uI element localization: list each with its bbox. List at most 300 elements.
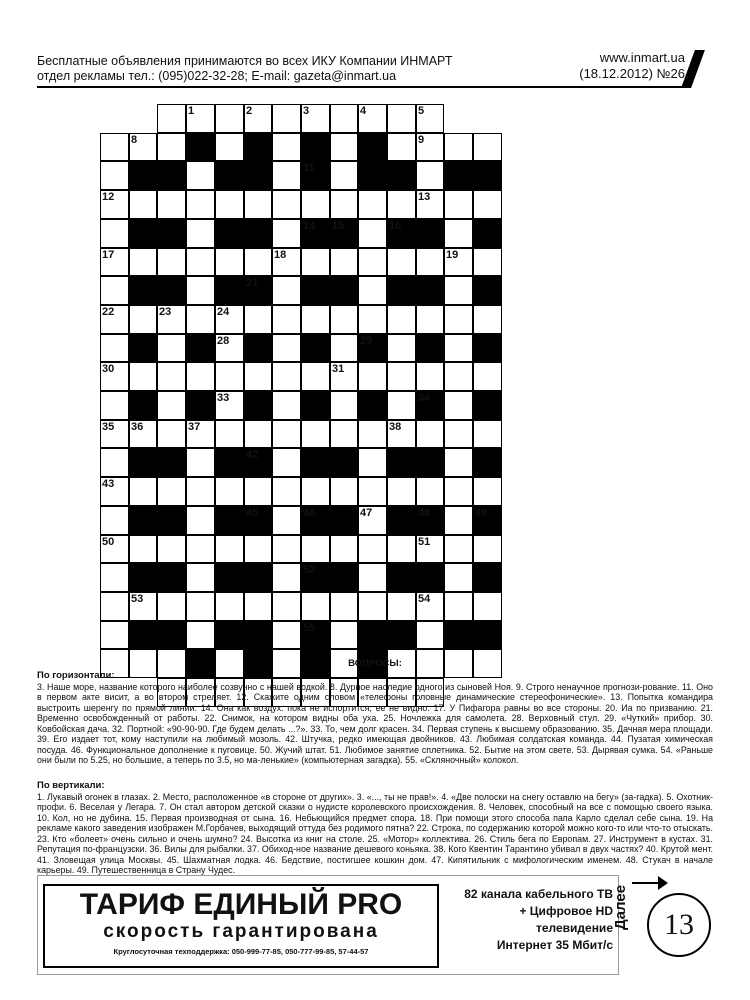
crossword-cell[interactable] xyxy=(416,592,444,621)
clue-number: 51 xyxy=(418,536,431,548)
crossword-cell[interactable] xyxy=(100,563,129,592)
clue-number: 45 xyxy=(246,507,259,519)
crossword-cell[interactable] xyxy=(358,248,387,276)
header-site[interactable]: www.inmart.ua xyxy=(599,50,685,65)
crossword-cell[interactable] xyxy=(100,391,129,420)
crossword-black-cell xyxy=(473,391,502,420)
crossword-cell[interactable] xyxy=(157,104,186,133)
crossword-cell[interactable] xyxy=(444,448,473,477)
advertisement-banner xyxy=(37,875,619,975)
crossword-black-cell xyxy=(387,161,416,190)
crossword-cell[interactable] xyxy=(444,506,473,535)
crossword-cell[interactable] xyxy=(186,448,215,477)
crossword-cell[interactable] xyxy=(358,104,387,133)
crossword-cell[interactable] xyxy=(272,190,301,219)
crossword-cell[interactable] xyxy=(100,448,129,477)
crossword-cell[interactable] xyxy=(444,219,473,248)
crossword-cell[interactable] xyxy=(330,248,358,276)
crossword-cell[interactable] xyxy=(186,535,215,563)
crossword-cell[interactable] xyxy=(186,248,215,276)
ad-feature-internet: Интернет 35 Мбит/с xyxy=(496,938,613,952)
crossword-cell[interactable] xyxy=(100,190,129,219)
crossword-cell[interactable] xyxy=(387,305,416,334)
questions-title: ВОПРОСЫ: xyxy=(348,658,402,669)
crossword-cell[interactable] xyxy=(157,362,186,391)
crossword-cell[interactable] xyxy=(444,362,473,391)
crossword-cell[interactable] xyxy=(186,161,215,190)
crossword-cell[interactable] xyxy=(387,420,416,448)
clue-number: 12 xyxy=(102,191,115,203)
crossword-cell[interactable] xyxy=(301,104,330,133)
crossword-black-cell xyxy=(416,506,444,535)
crossword-black-cell xyxy=(129,391,157,420)
ad-tariff-box xyxy=(43,884,439,968)
crossword-cell[interactable] xyxy=(387,190,416,219)
crossword-cell[interactable] xyxy=(358,448,387,477)
clue-number: 55 xyxy=(303,622,316,634)
ad-feature-tv: 82 канала кабельного ТВ xyxy=(464,887,613,901)
crossword-cell[interactable] xyxy=(330,305,358,334)
crossword-cell[interactable] xyxy=(473,535,502,563)
crossword-cell[interactable] xyxy=(100,219,129,248)
crossword-cell[interactable] xyxy=(272,506,301,535)
crossword-black-cell xyxy=(416,219,444,248)
crossword-cell[interactable] xyxy=(186,219,215,248)
crossword-cell[interactable] xyxy=(416,420,444,448)
crossword-cell[interactable] xyxy=(444,248,473,276)
crossword-cell[interactable] xyxy=(301,190,330,219)
clue-number: 1 xyxy=(188,105,195,117)
crossword-cell[interactable] xyxy=(100,276,129,305)
ad-support: Круглосуточная техподдержка: 050-999-77-85, 050-777-99-85, 57-44-57 xyxy=(113,947,369,956)
crossword-black-cell xyxy=(129,219,157,248)
crossword-cell[interactable] xyxy=(244,535,272,563)
crossword-cell[interactable] xyxy=(444,190,473,219)
crossword-black-cell xyxy=(129,621,157,649)
crossword-cell[interactable] xyxy=(387,362,416,391)
crossword-black-cell xyxy=(330,448,358,477)
crossword-cell[interactable] xyxy=(473,133,502,161)
crossword-black-cell xyxy=(301,276,330,305)
crossword-black-cell xyxy=(244,506,272,535)
crossword-cell[interactable] xyxy=(215,133,244,161)
crossword-cell[interactable] xyxy=(301,477,330,506)
crossword-black-cell xyxy=(358,161,387,190)
crossword-cell[interactable] xyxy=(301,362,330,391)
crossword-cell[interactable] xyxy=(129,477,157,506)
crossword-cell[interactable] xyxy=(129,420,157,448)
crossword-cell[interactable] xyxy=(157,305,186,334)
crossword-cell[interactable] xyxy=(157,190,186,219)
crossword-cell[interactable] xyxy=(186,506,215,535)
crossword-black-cell xyxy=(129,448,157,477)
crossword-cell[interactable] xyxy=(330,190,358,219)
crossword-black-cell xyxy=(157,621,186,649)
next-arrow-icon xyxy=(658,876,668,890)
crossword-cell[interactable] xyxy=(157,248,186,276)
crossword-cell[interactable] xyxy=(473,190,502,219)
crossword-black-cell xyxy=(301,621,330,649)
down-heading: По вертикали: xyxy=(37,780,105,791)
crossword-black-cell xyxy=(244,219,272,248)
crossword-black-cell xyxy=(473,334,502,362)
crossword-cell[interactable] xyxy=(444,563,473,592)
clue-number: 36 xyxy=(131,421,144,433)
crossword-black-cell xyxy=(215,621,244,649)
clue-number: 2 xyxy=(246,105,253,117)
crossword-black-cell xyxy=(416,391,444,420)
crossword-cell[interactable] xyxy=(244,477,272,506)
crossword-cell[interactable] xyxy=(129,133,157,161)
crossword-cell[interactable] xyxy=(272,161,301,190)
clue-number: 4 xyxy=(360,105,367,117)
crossword-black-cell xyxy=(387,448,416,477)
crossword-cell[interactable] xyxy=(215,305,244,334)
crossword-black-cell xyxy=(129,563,157,592)
crossword-black-cell xyxy=(129,334,157,362)
crossword-cell[interactable] xyxy=(186,104,215,133)
crossword-cell[interactable] xyxy=(444,276,473,305)
crossword-black-cell xyxy=(301,334,330,362)
crossword-cell[interactable] xyxy=(330,161,358,190)
crossword-cell[interactable] xyxy=(416,477,444,506)
crossword-cell[interactable] xyxy=(301,420,330,448)
crossword-cell[interactable] xyxy=(100,477,129,506)
crossword-cell[interactable] xyxy=(215,391,244,420)
clue-number: 13 xyxy=(418,191,431,203)
crossword-cell[interactable] xyxy=(358,362,387,391)
crossword-black-cell xyxy=(157,506,186,535)
crossword-black-cell xyxy=(444,621,473,649)
crossword-black-cell xyxy=(387,506,416,535)
crossword-cell[interactable] xyxy=(272,133,301,161)
crossword-cell[interactable] xyxy=(129,190,157,219)
header-meta xyxy=(579,50,685,82)
crossword-cell[interactable] xyxy=(301,535,330,563)
clue-number: 35 xyxy=(102,421,115,433)
crossword-cell[interactable] xyxy=(100,420,129,448)
crossword-cell[interactable] xyxy=(129,305,157,334)
crossword-cell[interactable] xyxy=(358,276,387,305)
crossword-cell[interactable] xyxy=(473,477,502,506)
crossword-cell[interactable] xyxy=(272,621,301,649)
crossword-cell[interactable] xyxy=(244,420,272,448)
crossword-cell[interactable] xyxy=(186,190,215,219)
crossword-cell[interactable] xyxy=(100,621,129,649)
crossword-cell[interactable] xyxy=(387,133,416,161)
crossword-black-cell xyxy=(244,563,272,592)
crossword-cell[interactable] xyxy=(416,104,444,133)
crossword-cell[interactable] xyxy=(416,621,444,649)
clue-number: 49 xyxy=(475,507,488,519)
crossword-cell[interactable] xyxy=(358,477,387,506)
crossword-cell[interactable] xyxy=(186,592,215,621)
crossword-cell[interactable] xyxy=(272,535,301,563)
crossword-cell[interactable] xyxy=(186,621,215,649)
crossword-cell[interactable] xyxy=(272,448,301,477)
crossword-cell[interactable] xyxy=(100,161,129,190)
crossword-cell[interactable] xyxy=(330,362,358,391)
crossword-cell[interactable] xyxy=(244,305,272,334)
crossword-black-cell xyxy=(301,161,330,190)
crossword-cell[interactable] xyxy=(100,535,129,563)
crossword-black-cell xyxy=(301,391,330,420)
ad-title: ТАРИФ ЕДИНЫЙ PRO xyxy=(79,888,403,921)
crossword-cell[interactable] xyxy=(100,305,129,334)
crossword-black-cell xyxy=(244,391,272,420)
ad-feature-hd: + Цифровое HD телевидение xyxy=(519,904,613,935)
crossword-cell[interactable] xyxy=(157,334,186,362)
crossword-cell[interactable] xyxy=(444,391,473,420)
crossword-cell[interactable] xyxy=(416,362,444,391)
crossword-cell[interactable] xyxy=(444,477,473,506)
crossword-black-cell xyxy=(330,276,358,305)
crossword-cell[interactable] xyxy=(157,133,186,161)
crossword-cell[interactable] xyxy=(272,276,301,305)
clue-number: 17 xyxy=(102,249,115,261)
crossword-black-cell xyxy=(157,448,186,477)
next-arrow-line xyxy=(632,882,660,884)
crossword-cell[interactable] xyxy=(272,420,301,448)
crossword-black-cell xyxy=(473,448,502,477)
crossword-cell[interactable] xyxy=(330,133,358,161)
crossword-cell[interactable] xyxy=(272,104,301,133)
crossword-black-cell xyxy=(129,506,157,535)
questions-down xyxy=(37,780,713,876)
clue-number: 24 xyxy=(217,306,230,318)
crossword-black-cell xyxy=(473,219,502,248)
crossword-cell[interactable] xyxy=(157,592,186,621)
crossword-cell[interactable] xyxy=(129,362,157,391)
crossword-black-cell xyxy=(215,563,244,592)
crossword-cell[interactable] xyxy=(387,391,416,420)
crossword-cell[interactable] xyxy=(215,104,244,133)
crossword-cell[interactable] xyxy=(215,334,244,362)
crossword-cell[interactable] xyxy=(186,563,215,592)
crossword-cell[interactable] xyxy=(387,535,416,563)
crossword-cell[interactable] xyxy=(330,535,358,563)
crossword-cell[interactable] xyxy=(416,190,444,219)
crossword-cell[interactable] xyxy=(444,592,473,621)
crossword-black-cell xyxy=(473,563,502,592)
crossword-black-cell xyxy=(301,563,330,592)
crossword-cell[interactable] xyxy=(330,477,358,506)
crossword-black-cell xyxy=(358,334,387,362)
crossword-cell[interactable] xyxy=(416,161,444,190)
crossword-black-cell xyxy=(129,161,157,190)
crossword-cell[interactable] xyxy=(129,535,157,563)
crossword-cell[interactable] xyxy=(330,104,358,133)
crossword-cell[interactable] xyxy=(473,362,502,391)
crossword-cell[interactable] xyxy=(358,190,387,219)
crossword-black-cell xyxy=(244,621,272,649)
crossword-cell[interactable] xyxy=(215,535,244,563)
crossword-cell[interactable] xyxy=(157,420,186,448)
ad-subtitle: скорость гарантирована xyxy=(103,921,379,942)
crossword-cell[interactable] xyxy=(272,391,301,420)
crossword-cell[interactable] xyxy=(272,362,301,391)
clue-number: 22 xyxy=(102,306,115,318)
crossword-cell[interactable] xyxy=(387,248,416,276)
crossword-black-cell xyxy=(416,448,444,477)
crossword-cell[interactable] xyxy=(186,420,215,448)
crossword-cell[interactable] xyxy=(444,305,473,334)
crossword-black-cell xyxy=(473,276,502,305)
crossword-cell[interactable] xyxy=(272,592,301,621)
crossword-black-cell xyxy=(129,276,157,305)
page-number: 13 xyxy=(647,893,711,957)
clue-number: 53 xyxy=(131,593,144,605)
clue-number: 15 xyxy=(332,220,345,232)
crossword-cell[interactable] xyxy=(244,248,272,276)
next-page-label[interactable]: Далее xyxy=(612,884,629,930)
crossword-cell[interactable] xyxy=(215,248,244,276)
crossword-cell[interactable] xyxy=(100,592,129,621)
crossword-cell[interactable] xyxy=(444,334,473,362)
clue-number: 47 xyxy=(360,507,373,519)
crossword-black-cell xyxy=(330,563,358,592)
crossword-cell[interactable] xyxy=(301,305,330,334)
crossword-cell[interactable] xyxy=(330,592,358,621)
crossword-black-cell xyxy=(301,219,330,248)
crossword-cell[interactable] xyxy=(473,592,502,621)
crossword-cell[interactable] xyxy=(301,592,330,621)
crossword-black-cell xyxy=(157,563,186,592)
crossword-black-cell xyxy=(244,334,272,362)
clue-number: 34 xyxy=(418,392,431,404)
crossword-cell[interactable] xyxy=(157,391,186,420)
crossword-cell[interactable] xyxy=(330,420,358,448)
clue-number: 28 xyxy=(217,335,230,347)
crossword-black-cell xyxy=(387,276,416,305)
crossword-cell[interactable] xyxy=(358,506,387,535)
header-info xyxy=(37,54,452,84)
crossword-black-cell xyxy=(244,276,272,305)
crossword-cell[interactable] xyxy=(330,391,358,420)
crossword-cell[interactable] xyxy=(358,592,387,621)
crossword-cell[interactable] xyxy=(244,190,272,219)
clue-number: 52 xyxy=(303,564,316,576)
crossword-cell[interactable] xyxy=(473,248,502,276)
clue-number: 48 xyxy=(418,507,431,519)
crossword-cell[interactable] xyxy=(272,248,301,276)
crossword-cell[interactable] xyxy=(186,362,215,391)
down-clues: 1. Лукавый огонек в глазах. 2. Место, расположенное «в стороне от других». 3. «..., ты не прав!». 4. «Две полоски на снегу оставлю на бегу» (за-гадка). 5. Охотник-профи. 6. Веселая у Легара. 7. Он стал автором детской сказки о нудисте королевского происхождения. 8. Человек, способный на все с помощью своего языка. 10. Кол, но не дубина. 15. Первая производная от сына. 16. Небьющийся предмет спора. 18. При помощи этого способа папа Карло сделал себе сына. 19. На рекламе какого заведения изображен М.Горбачев, выходящий оттуда без родимого пятна? 22. Строка, по содержанию которой можно кого-то или что-то отыскать. 23. Кто «болеет» очень сильно и очень шумно? 24. Высотка из книг на столе. 25. «Мотор» коллектива. 26. Стиль бега по Европам. 27. Инструмент в кустах. 31. Репутация по-французски. 36. Вилы для рыбалки. 37. Обиход-ное название дешевого коньяка. 38. Кого Квентин Тарантино убивал в двух частях? 40. Крутой мент. 41. Зловещая улица Москвы. 45. Шахматная лодка. 46. Бедствие, постигшее кошкин дом. 47. Кипятильник с мифологическим именем. 48. Стукач в начале карьеры. 49. Путешественница в Страну Чудес. xyxy=(37,791,713,875)
crossword-black-cell xyxy=(330,219,358,248)
clue-number: 43 xyxy=(102,478,115,490)
clue-number: 54 xyxy=(418,593,431,605)
crossword-cell[interactable] xyxy=(416,535,444,563)
crossword-cell[interactable] xyxy=(186,305,215,334)
crossword-grid xyxy=(100,104,503,708)
questions-across xyxy=(37,670,713,766)
crossword-black-cell xyxy=(330,506,358,535)
clue-number: 23 xyxy=(159,306,172,318)
crossword-cell[interactable] xyxy=(358,420,387,448)
crossword-cell[interactable] xyxy=(129,592,157,621)
crossword-cell[interactable] xyxy=(473,305,502,334)
crossword-cell[interactable] xyxy=(444,133,473,161)
crossword-cell[interactable] xyxy=(272,563,301,592)
crossword-cell[interactable] xyxy=(358,219,387,248)
clue-number: 31 xyxy=(332,363,345,375)
crossword-cell[interactable] xyxy=(444,535,473,563)
crossword-cell[interactable] xyxy=(100,362,129,391)
crossword-cell[interactable] xyxy=(330,334,358,362)
crossword-black-cell xyxy=(186,391,215,420)
crossword-cell[interactable] xyxy=(387,334,416,362)
crossword-cell[interactable] xyxy=(272,334,301,362)
clue-number: 33 xyxy=(217,392,230,404)
crossword-black-cell xyxy=(358,133,387,161)
crossword-black-cell xyxy=(473,621,502,649)
clue-number: 42 xyxy=(246,449,259,461)
crossword-cell[interactable] xyxy=(215,420,244,448)
crossword-cell[interactable] xyxy=(387,592,416,621)
crossword-cell[interactable] xyxy=(100,334,129,362)
crossword-cell[interactable] xyxy=(186,477,215,506)
crossword-cell[interactable] xyxy=(157,535,186,563)
crossword-cell[interactable] xyxy=(244,104,272,133)
crossword-cell[interactable] xyxy=(330,621,358,649)
crossword-black-cell xyxy=(157,219,186,248)
clue-number: 19 xyxy=(446,249,459,261)
crossword-black-cell xyxy=(157,276,186,305)
crossword-cell[interactable] xyxy=(272,305,301,334)
crossword-black-cell xyxy=(301,133,330,161)
crossword-cell[interactable] xyxy=(129,248,157,276)
crossword-cell[interactable] xyxy=(100,248,129,276)
crossword-cell[interactable] xyxy=(416,133,444,161)
clue-number: 11 xyxy=(303,162,315,174)
crossword-cell[interactable] xyxy=(157,477,186,506)
crossword-black-cell xyxy=(244,161,272,190)
crossword-black-cell xyxy=(473,161,502,190)
across-heading: По горизонтали: xyxy=(37,670,115,681)
crossword-black-cell xyxy=(215,219,244,248)
crossword-cell[interactable] xyxy=(272,219,301,248)
crossword-cell[interactable] xyxy=(215,190,244,219)
crossword-cell[interactable] xyxy=(358,535,387,563)
crossword-cell[interactable] xyxy=(416,248,444,276)
crossword-black-cell xyxy=(358,621,387,649)
crossword-cell[interactable] xyxy=(387,477,416,506)
crossword-cell[interactable] xyxy=(215,592,244,621)
crossword-cell[interactable] xyxy=(358,305,387,334)
crossword-cell[interactable] xyxy=(301,248,330,276)
clue-number: 38 xyxy=(389,421,402,433)
crossword-cell[interactable] xyxy=(186,276,215,305)
across-clues: 3. Наше море, название которого наиболее созвучно с нашей водкой. 8. Дурное наследие одного из сыновей Ноя. 9. Строго ненаучное прогнози-рование. 11. Оно в первом акте висит, а во втором стреляет. 12. Скажите одним словом «телефоны головные динамические стереофонические». 13. Попытка командира выстроить шеренгу по прямой линии. 14. Она как воздух: пока не испортится, ее не видно. 17. У Пифагора равны во все стороны. 20. Иа по призванию. 21. Временно освобожденный от работы. 22. Снимок, на котором видны оба уха. 25. Ночлежка для самолета. 28. Верховный стул. 29. «Чуткий» прибор. 30. Ковбойская дача. 32. Портной: «90-90-90. Где будем делать ...?». 33. То, чем долг красен. 34. Первая ступень к высшему образованию. 35. Дачная мера площади. 39. Его издает тот, кому наступили на любимый мозоль. 42. Штучка, редко имеющая двойников. 43. Любимая солдатская команда. 44. Пузатая химическая посуда. 46. Функциональное дополнение к пуговице. 50. Жучий штат. 51. Любимое занятие сплетника. 52. Бытие на этом свете. 53. Дырявая сумка. 54. «Раньше они были по 5.25, но большие, а теперь по 3.5, но ма-ленькие» (компьютерная загадка). 55. «Скляночный» колокол. xyxy=(37,681,713,765)
crossword-cell[interactable] xyxy=(272,477,301,506)
crossword-black-cell xyxy=(416,563,444,592)
crossword-cell[interactable] xyxy=(473,420,502,448)
crossword-cell[interactable] xyxy=(215,362,244,391)
crossword-cell[interactable] xyxy=(244,592,272,621)
crossword-black-cell xyxy=(473,506,502,535)
crossword-cell[interactable] xyxy=(100,506,129,535)
clue-number: 18 xyxy=(274,249,287,261)
crossword-cell[interactable] xyxy=(244,362,272,391)
crossword-cell[interactable] xyxy=(444,420,473,448)
crossword-cell[interactable] xyxy=(100,133,129,161)
clue-number: 29 xyxy=(360,335,373,347)
crossword-cell[interactable] xyxy=(416,305,444,334)
crossword-cell[interactable] xyxy=(215,477,244,506)
crossword-cell[interactable] xyxy=(387,104,416,133)
crossword-cell[interactable] xyxy=(358,563,387,592)
clue-number: 9 xyxy=(418,134,425,146)
